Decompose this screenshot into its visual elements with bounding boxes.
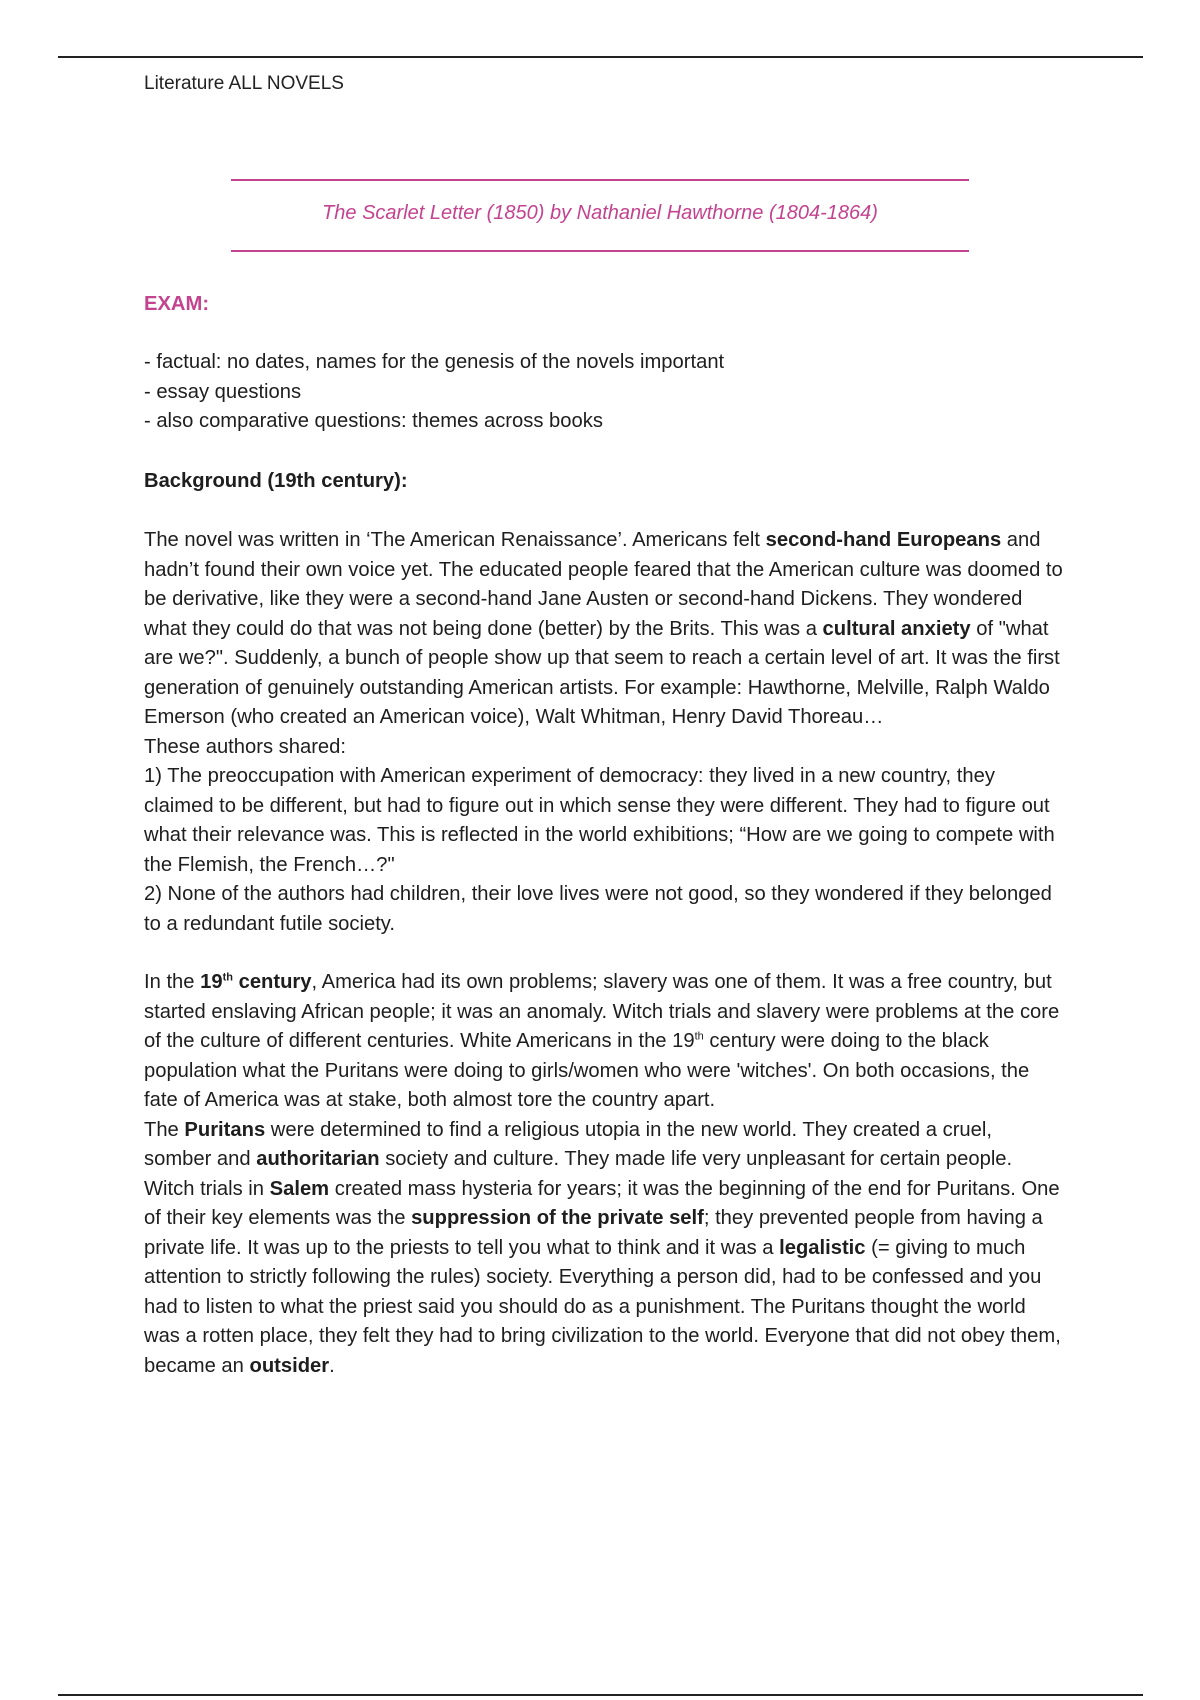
text-span: of "what are we?". Suddenly, a bunch of people show up that seem to reach a certain level of art. It was the first generation of genuinely outstanding American artists. For example: Hawthorne, Melville, Ralph Waldo Emerson (who created an American voice), Walt Whitman, Henry David Thoreau…	[144, 617, 1060, 728]
bold-term: Salem	[269, 1177, 330, 1200]
background-paragraph-2	[144, 968, 1064, 1381]
exam-heading: EXAM:	[144, 293, 210, 315]
text-span: , America had its own problems; slavery was one of them. It was a free country, but started enslaving African people; it was an anomaly. Witch trials and slavery were problems at the core of the culture of different centuries. White Americans in the 19	[144, 971, 1060, 1052]
bold-term: suppression of the private self	[411, 1207, 704, 1229]
page-bottom-rule	[58, 1694, 1143, 1696]
text-span: 19	[200, 971, 223, 993]
bold-term: legalistic	[779, 1236, 866, 1259]
document-body	[144, 290, 1064, 1381]
text-span: The novel was written in ‘The American Renaissance’. Americans felt	[144, 529, 766, 551]
paragraph	[144, 526, 1064, 733]
superscript: th	[222, 971, 233, 984]
bold-term: outsider	[249, 1354, 330, 1377]
bold-term: authoritarian	[256, 1148, 380, 1170]
text-span: (= giving to much attention to strictly following the rules) society. Everything a person did, had to be confessed and you had to listen to what the priest said you should do as a punishment. The Puritans thought the world was a rotten place, they felt they had to bring civilization to the world. Everyone that did not obey them, became an	[144, 1236, 1061, 1377]
paragraph-line: These authors shared:	[144, 735, 346, 758]
page-top-rule	[58, 56, 1143, 58]
paragraph	[144, 1116, 1064, 1382]
bold-term: cultural anxiety	[822, 617, 971, 640]
bold-term	[200, 971, 311, 993]
document-title: The Scarlet Letter (1850) by Nathaniel Hawthorne (1804-1864)	[322, 202, 878, 224]
running-header: Literature ALL NOVELS	[144, 73, 344, 94]
text-span: The	[144, 1118, 185, 1141]
text-span: century were doing to the black population what the Puritans were doing to girls/women who were 'witches'. On both occasions, the fate of America was at stake, both almost tore the country apart.	[144, 1030, 1030, 1111]
text-span: created mass hysteria for years; it was the beginning of the end for Puritans. One of their key elements was the	[144, 1177, 1060, 1229]
paragraph	[144, 968, 1064, 1116]
bold-term: second-hand Europeans	[765, 529, 1002, 551]
text-span: century	[232, 971, 312, 993]
numbered-point: 2) None of the authors had children, their love lives were not good, so they wondered if they belonged to a redundant futile society.	[144, 883, 1052, 935]
text-span: society and culture. They made life very unpleasant for certain people. Witch trials in	[144, 1148, 1013, 1200]
background-paragraph-1	[144, 526, 1064, 939]
text-span: and hadn’t found their own voice yet. The educated people feared that the American culture was doomed to be derivative, like they were a second-hand Jane Austen or second-hand Dickens. They wondered what they could do that was not being done (better) by the Brits. This was a	[144, 529, 1063, 640]
background-heading: Background (19th century):	[144, 469, 408, 492]
list-item: - also comparative questions: themes across books	[144, 410, 603, 432]
text-span: ; they prevented people from having a private life. It was up to the priests to tell you what to think and it was a	[144, 1207, 1043, 1259]
list-item: - essay questions	[144, 380, 302, 403]
text-span: .	[329, 1354, 335, 1377]
text-span: were determined to find a religious utopia in the new world. They created a cruel, somber and	[144, 1118, 992, 1170]
superscript: th	[694, 1030, 704, 1043]
title-rule-bottom	[231, 250, 969, 252]
numbered-point: 1) The preoccupation with American experiment of democracy: they lived in a new country, they claimed to be different, but had to figure out in which sense they were different. They had to figure out what their relevance was. This is reflected in the world exhibitions; “How are we going to compete with the Flemish, the French…?"	[144, 765, 1055, 876]
list-item: - factual: no dates, names for the genesis of the novels important	[144, 351, 725, 373]
text-span: In the	[144, 971, 201, 993]
title-rule-top	[231, 179, 969, 181]
bold-term: Puritans	[184, 1118, 266, 1141]
exam-list	[144, 348, 1064, 437]
